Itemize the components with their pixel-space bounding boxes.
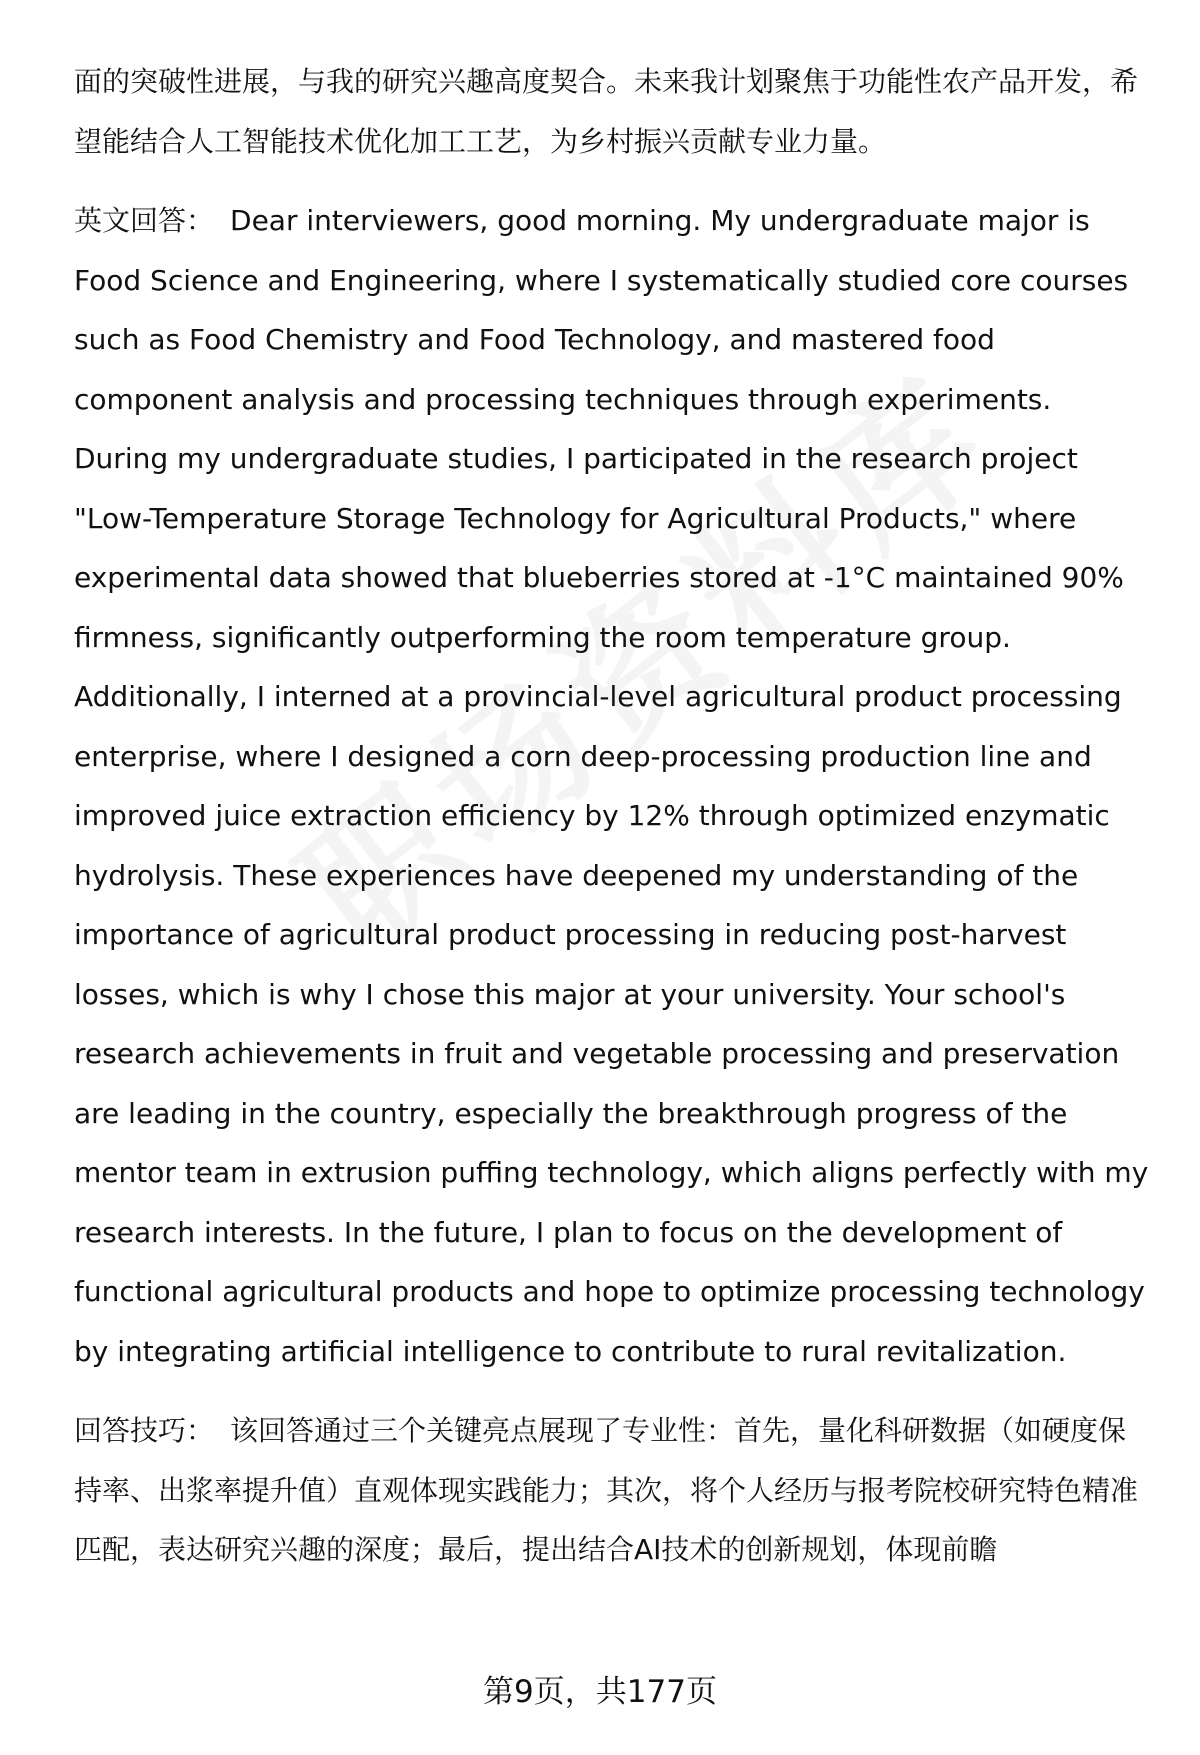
paragraph-text: 该回答通过三个关键亮点展现了专业性：首先，量化科研数据（如硬度保持率、出浆率提升值）直观体现实践能力；其次，将个人经历与报考院校研究特色精准匹配，表达研究兴趣的深度；最后，提出结合AI技术的创新规划，体现前瞻 [74, 1414, 1139, 1566]
paragraph-label: 英文回答： [74, 204, 215, 237]
paragraph-continuation [74, 52, 1154, 171]
paragraph-label: 回答技巧： [74, 1414, 215, 1447]
paragraph-text: 面的突破性进展，与我的研究兴趣高度契合。未来我计划聚焦于功能性农产品开发，希望能结合人工智能技术优化加工工艺，为乡村振兴贡献专业力量。 [74, 65, 1139, 158]
paragraph-answer-tips [74, 1401, 1154, 1580]
page-content [74, 52, 1154, 1600]
paragraph-text: Dear interviewers, good morning. My undergraduate major is Food Science and Engineering, where I systematically studied core courses such as Food Chemistry and Food Technology, and mastered food component analysis and processing techniques through experiments. During my undergraduate studies, I participated in the research project "Low-Temperature Storage Technology for Agricultural Products," where experimental data showed that blueberries stored at -1°C maintained 90% firmness, significantly outperforming the room temperature group. Additionally, I interned at a provincial-level agricultural product processing enterprise, where I designed a corn deep-processing production line and improved juice extraction efficiency by 12% through optimized enzymatic hydrolysis. These experiences have deepened my understanding of the importance of agricultural product processing in reducing post-harvest losses, which is why I chose this major at your university. Your school's research achievements in fruit and vegetable processing and preservation are leading in the country, especially the breakthrough progress of the mentor team in extrusion puffing technology, which aligns perfectly with my research interests. In the future, I plan to focus on the development of functional agricultural products and hope to optimize processing technology by integrating artificial intelligence to contribute to rural revitalization. [74, 204, 1149, 1368]
paragraph-english-answer [74, 191, 1154, 1381]
page-number: 第9页，共177页 [483, 1674, 717, 1710]
